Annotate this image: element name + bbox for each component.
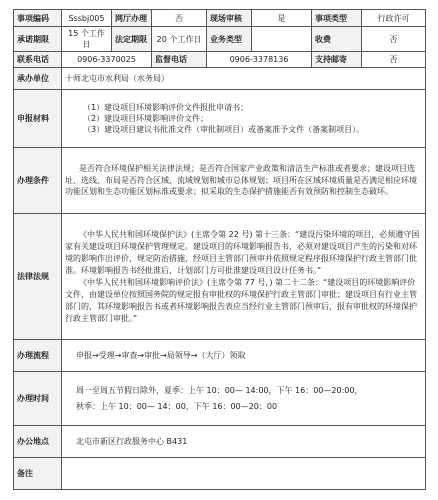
service-item-table [13,9,426,490]
law-paragraph: 《中华人民共和国环境保护法》(主席令第 22 号) 第十三条：“建设污染环境的项目，必须遵守国家有关建设项目环境保护管理规定。建设项目的环境影响报告书，必须对建设项目产生的污染和对环境的影响作出评价，规定防治措施，经项目主管部门预审并依照规定程序报环境保护行政主管部门批准。环境影响报告书经批准后，计划部门方可批准建设项目设计任务书。” [65,229,420,275]
material-item: （3）建设项目建议书批准文件（审批制项目）或备案准予文件（备案制项目）。 [83,125,365,134]
supervise-phone-value: 0906-3378136 [207,52,312,68]
business-type-label: 业务类型 [207,27,252,52]
office-place-value: 北屯市新区行政服务中心 B431 [62,426,426,458]
conditions-text: 是否符合环境保护相关法律法规；是否符合国家产业政策和清洁生产标准或者要求；建设项目选址、选线、布局是否符合区域、流域规划和城市总体规划；项目所在区域环境质量是否满足相应环境功能区划和生态功能区划标准或要求；拟采取的生态保护措施能否有效预防和控制生态破坏。 [62,148,426,214]
site-review-label: 现场审核 [207,10,252,27]
contact-phone-value: 0906-3370025 [62,52,152,68]
remark-row [14,458,426,490]
commit-period-value: 15 个工作日 [62,27,112,52]
online-handling-value: 否 [152,10,207,27]
unit-row [14,68,426,90]
online-handling-label: 网厅办理 [112,10,152,27]
hours-label: 办理时间 [14,372,62,426]
hours-row [14,372,426,426]
commit-period-label: 承诺期限 [14,27,62,52]
flow-label: 办理流程 [14,340,62,372]
flow-value: 申报→受理→审查→审批→局领导→（大厅）领取 [62,340,426,372]
legal-period-label: 法定期限 [112,27,152,52]
law-row [14,214,426,340]
remark-label: 备注 [14,458,62,490]
place-row [14,426,426,458]
contact-phone-label: 联系电话 [14,52,62,68]
handling-unit-value: 十师北屯市水利局（水务局） [62,68,426,90]
conditions-label: 办理条件 [14,148,62,214]
header-row-2 [14,27,426,52]
law-label: 法律法规 [14,214,62,340]
item-code-label: 事项编码 [14,10,62,27]
legal-period-value: 20 个工作日 [152,27,207,52]
hours-value [62,372,426,426]
header-row-3 [14,52,426,68]
fee-label: 收费 [312,27,362,52]
handling-unit-label: 承办单位 [14,68,62,90]
material-item: （2）建设项目环境影响评价文件； [83,114,209,123]
supervise-phone-label: 监督电话 [152,52,207,68]
law-content [62,214,426,340]
item-type-label: 事项类型 [312,10,362,27]
site-review-value: 是 [252,10,312,27]
law-paragraph: 《中华人民共和国环境影响评价法》(主席令第 77 号，) 第二十二条：“建设项目的环境影响评价文件，由建设单位按照国务院的规定报有审批权的环境保护行政主管部门审批；建设项目有行业主管部门的，其环境影响报告书或者环境影响报告表应当经行业主管部门预审后，报有审批权的环境保护行政主管部门审批。” [65,277,417,323]
office-place-label: 办公地点 [14,426,62,458]
conditions-row [14,148,426,214]
service-item-sheet [13,9,425,490]
item-code-value: Sssbj005 [62,10,112,27]
flow-row [14,340,426,372]
mail-support-value: 否 [362,52,426,68]
hours-line: 秋季：上午 10：00— 14：00，下午 16：00—20：00 [76,401,278,411]
item-type-value: 行政许可 [362,10,426,27]
materials-list [62,90,426,148]
material-item: （1）建设项目环境影响评价文件报批申请书； [83,103,249,112]
business-type-value [252,27,312,52]
materials-row [14,90,426,148]
hours-line: 周一至周五节假日除外，夏季：上午 10：00— 14:00，下午 16：00—20:00， [76,385,363,395]
mail-support-label: 支持邮寄 [312,52,362,68]
remark-value [62,458,426,490]
header-row-1 [14,10,426,27]
materials-label: 申报材料 [14,90,62,148]
fee-value: 否 [362,27,426,52]
